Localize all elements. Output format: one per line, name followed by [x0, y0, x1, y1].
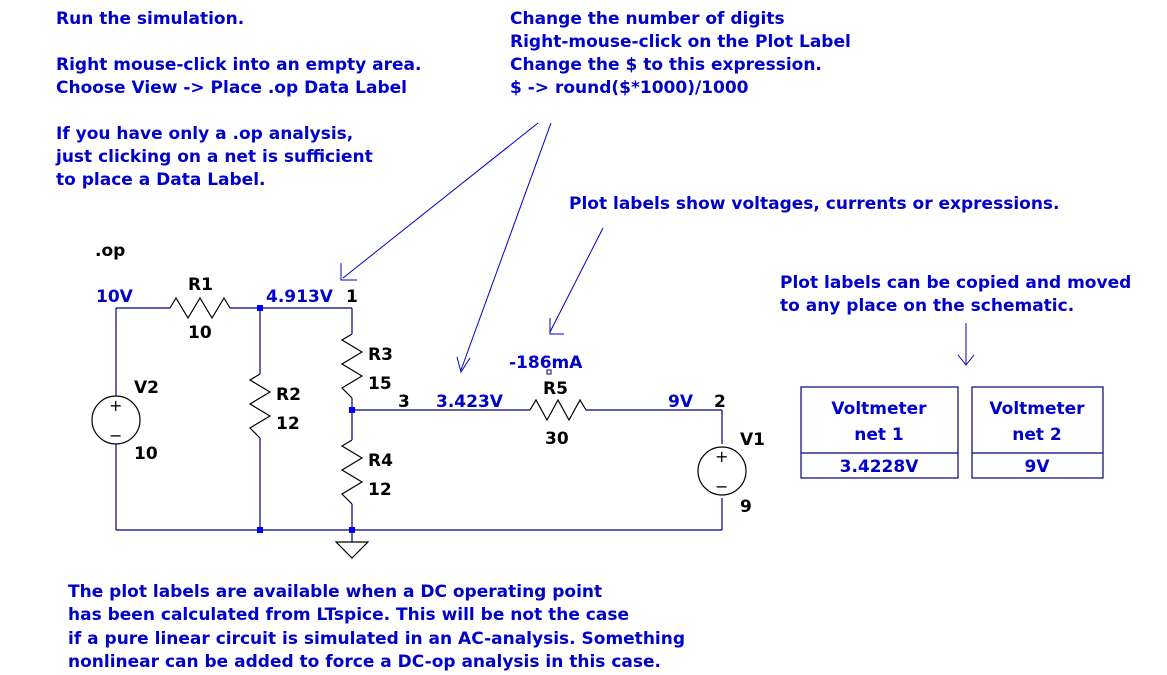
junction-ground [349, 527, 355, 533]
arrow-to-current [550, 228, 603, 332]
r4-value: 12 [368, 480, 392, 500]
resistor-r5[interactable] [530, 400, 586, 420]
ground-symbol [336, 542, 368, 558]
note-place-line2: Choose View -> Place .op Data Label [56, 78, 407, 98]
junction-node3 [349, 407, 355, 413]
resistor-r4[interactable] [342, 440, 362, 504]
note-digits-line3: Change the $ to this expression. [510, 55, 822, 75]
voltmeter-net1-title: Voltmeter [831, 399, 927, 419]
resistor-r2[interactable] [250, 374, 270, 438]
node3-label: 3 [398, 392, 410, 412]
voltmeter-net2-net: net 2 [1012, 425, 1062, 445]
data-label-4913v[interactable]: 4.913V [266, 287, 333, 307]
note-plot-labels-show: Plot labels show voltages, currents or expressions. [569, 194, 1060, 214]
voltmeter-net2-title: Voltmeter [989, 399, 1085, 419]
r5-value: 30 [545, 429, 569, 449]
note-bottom-line4: nonlinear can be added to force a DC-op analysis in this case. [68, 652, 661, 672]
note-digits-line4: $ -> round($*1000)/1000 [510, 78, 749, 98]
v1-value: 9 [740, 497, 752, 517]
v2-name: V2 [134, 378, 159, 398]
data-label-10v[interactable]: 10V [96, 287, 133, 307]
data-label-current[interactable]: -186mA [509, 353, 583, 373]
r2-value: 12 [276, 414, 300, 434]
note-digits-line1: Change the number of digits [510, 9, 785, 29]
r1-name: R1 [188, 275, 213, 295]
note-run: Run the simulation. [56, 9, 245, 29]
note-op-line1: If you have only a .op analysis, [56, 124, 354, 144]
directive-op[interactable]: .op [95, 241, 126, 261]
v1-name: V1 [740, 430, 765, 450]
r5-name: R5 [543, 379, 568, 399]
note-bottom-line3: if a pure linear circuit is simulated in an AC-analysis. Something [68, 629, 686, 649]
v2-value: 10 [134, 444, 158, 464]
junction-r1-r2 [257, 305, 263, 311]
voltmeter-net1-net: net 1 [854, 425, 904, 445]
v1-minus: − [715, 477, 729, 496]
note-place-line1: Right mouse-click into an empty area. [56, 55, 422, 75]
note-bottom-line1: The plot labels are available when a DC operating point [68, 582, 603, 602]
resistor-r3[interactable] [342, 334, 362, 398]
voltmeter-net1-value: 3.4228V [839, 457, 919, 477]
v2-minus: − [109, 426, 123, 445]
r4-name: R4 [368, 451, 393, 471]
data-label-9v[interactable]: 9V [668, 392, 693, 412]
junction-r2-ground [257, 527, 263, 533]
voltmeter-net2-value: 9V [1024, 457, 1050, 477]
v2-plus: + [109, 396, 123, 415]
note-op-line3: to place a Data Label. [56, 170, 266, 190]
note-copy-line1: Plot labels can be copied and moved [780, 273, 1132, 293]
note-digits-line2: Right-mouse-click on the Plot Label [510, 32, 851, 52]
r2-name: R2 [276, 385, 301, 405]
data-label-3423v[interactable]: 3.423V [436, 392, 503, 412]
note-copy-line2: to any place on the schematic. [780, 296, 1075, 316]
note-op-line2: just clicking on a net is sufficient [56, 147, 373, 167]
r1-value: 10 [188, 323, 212, 343]
r3-value: 15 [368, 374, 392, 394]
node1-label: 1 [346, 287, 358, 307]
r3-name: R3 [368, 345, 393, 365]
voltmeter-net1[interactable] [801, 387, 958, 478]
arrowhead-current [550, 318, 564, 334]
note-bottom-line2: has been calculated from LTspice. This will be not the case [68, 605, 629, 625]
resistor-r1[interactable] [170, 298, 230, 318]
node2-label: 2 [714, 392, 726, 412]
arrow-to-node3 [461, 123, 551, 370]
voltmeter-net2[interactable] [972, 387, 1103, 478]
v1-plus: + [715, 447, 729, 466]
